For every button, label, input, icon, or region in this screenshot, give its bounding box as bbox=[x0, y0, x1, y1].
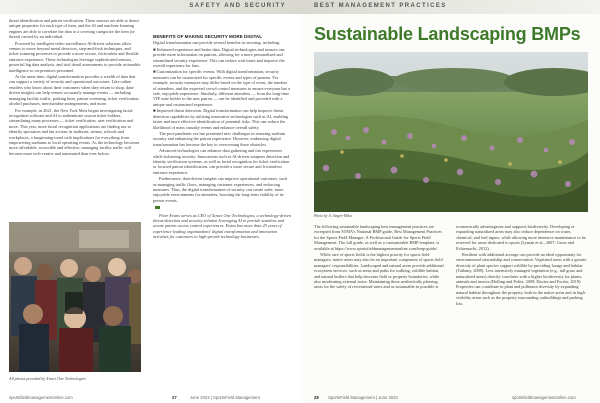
paragraph: Advanced technologies can enhance data gathering and fan experiences while bolstering security. Innovations such as AI-driven weapons detection and identity verification systems, as well as facial recognition for ticket verification or focused patron identification, can provide a more secure and frictionless entrance experience. bbox=[153, 148, 290, 175]
left-footer bbox=[0, 391, 300, 403]
left-header-bar bbox=[0, 0, 300, 14]
left-photo-caption: All photos provided by Xtract One Technologies bbox=[9, 376, 86, 381]
crowd-photo-image bbox=[9, 222, 141, 372]
right-header-bar bbox=[300, 0, 600, 14]
bullet-item: ■ Customization for specific events. With digital transformation, security measures can be customized for specific events and types of patrons. For example, security measures may differ based on the type of event, the number of attendees, and the expected crowd control measures to ensure everyone has a safe, enjoyable experience. Similarly, different attendees — from the long-time VIP suite holder to the new patron — can be identified and provided with a unique and customized experience. bbox=[153, 69, 291, 107]
paragraph: The following sustainable landscaping best management practices are excerpted from STMA's National BMP guide, Best Management Practices for the Sports Field Manager: A Professional Guide for Sports Field Management. The full guide, as well as a customizable BMP template, is available at https://www.sportsfieldmanagementonline.com/bmp-guide/. bbox=[314, 224, 442, 251]
section-heading: BENEFITS OF MAKING SECURITY MORE DIGITAL bbox=[153, 34, 263, 39]
right-footer bbox=[300, 391, 600, 403]
footer-website[interactable]: sportsfieldmanagementonline.com bbox=[9, 395, 73, 400]
article-title: Sustainable Landscaping BMPs bbox=[314, 24, 581, 44]
right-column-2 bbox=[456, 224, 588, 389]
left-column-2 bbox=[153, 34, 291, 374]
footer-issue: SportsField Management | June 2023 bbox=[328, 395, 398, 400]
page-number: 27 bbox=[172, 395, 177, 400]
paragraph: The post-pandemic era has presented new challenges in ensuring stadium security and enhancing the patron experience. However, embracing digital transformation has become the key to overcoming these obstacles. bbox=[153, 130, 286, 147]
paragraph: Resilient with additional acreage can provide an ideal opportunity for environmental stewardship and conservation. Vegetated areas with a greater diversity of plant species support wildlife by providing forage and habitat (Tallamy, 2009). Less intensively managed vegetation (e.g., tall grass and naturalized areas) directly correlates with a higher biodiversity for plants, animals and insects (Holling and Politz, 2009; Davies and Fortier, 2019). Properties can contribute to plant and pollinator diversity by expanding natural habitat throughout the property, both in the native areas and in high-visibility areas such as the property surrounding outbuildings and parking lots. bbox=[456, 252, 587, 306]
bullet-item: ■ Enhanced experience and better data. Digital technologies and sensors can provide more information on patrons, allowing for a more personalized and streamlined security experience. This can reduce wait times and improve the overall experience for fans. bbox=[153, 46, 285, 69]
paragraph: For example, in 2021, the New York Mets began investigating facial recognition software and AI to authenticate season ticket holders, streamlining many processes — ticket verification, user verification and more. This year, more facial recognition applications are finding use to identify spectators and fan actions in stadiums, arenas, schools and workplaces, a burgeoning trend with implications for everything from empowering stadiums to local operating events. As the technology becomes more affordable, accessible and effective, managing facility traffic will become more tech-centric and automated than ever before. bbox=[9, 107, 140, 156]
right-section-header: BEST MANAGEMENT PRACTICES bbox=[314, 3, 447, 9]
paragraph: economically advantageous and supports biodiversity. Developing or expanding naturalized areas may also reduce dependence on water, chemical, and fuel inputs, while allowing more intensive maintenance to be reserved for areas dedicated to sports (Lyman et al., 2007; Gross and Echternacht, 2012). bbox=[456, 224, 586, 251]
landscape-photo-image bbox=[314, 52, 588, 212]
bullet-item: ■ Improved threat detection. Digital transformation can help improve threat detection capabilities by utilizing innovative technologies such as AI, enabling faster and more effective identification of potential risks. This can reduce the likelihood of mass casualty events and enhance overall safety. bbox=[153, 108, 289, 130]
author-bio: Peter Evans serves as CEO of Xtract One Technologies, a technology-driven threat-detection and security solution leveraging AI to provide seamless and secure patron access control experiences. Evans has more than 25 years of experience leading organizations' digital transformation and innovation activities for customers in high-growth technology businesses. bbox=[153, 212, 291, 240]
paragraph: Furthermore, data-driven insights can improve operational outcomes, such as managing traffic flows, managing customer experiences, and enforcing measures. Thus, the digital transformation of security can create safer, more enjoyable environments for attendees, boosting the long-term viability of in-person events. bbox=[153, 176, 288, 203]
paragraph: Digital transformation can provide several benefits in securing, including: bbox=[153, 40, 281, 46]
paragraph: At the same time, digital transformation provides a wealth of data that can support a variety of security and operational outcomes. Like online retailers who know about their customers when they return to shop, data-driven insights can help venues accurately manage events — including managing facility traffic, parking lines, patron screening, ticket verification, alcohol purchases, merchandise arrangements, and more. bbox=[9, 74, 140, 107]
right-page bbox=[300, 0, 600, 403]
crowd-photo bbox=[9, 222, 141, 372]
footer-website[interactable]: sportsfieldmanagementonline.com bbox=[512, 395, 576, 400]
right-column-1 bbox=[314, 224, 446, 389]
end-of-article-mark bbox=[155, 206, 160, 209]
left-column-1 bbox=[9, 18, 141, 218]
paragraph: Powered by intelligent video surveillance AI-driven solutions allow venues to move beyond metal detectors, step-and-frisk techniques, and ticket scanning processes to provide a more secure, frictionless and flexible entrance experience. These technologies leverage sophisticated sensors, powerful big data analysis, and trial detail assessments to provide actionable intelligence to on-premises personnel. bbox=[9, 40, 141, 73]
footer-issue: June 2023 | SportsField Management bbox=[190, 395, 260, 400]
page-number: 28 bbox=[314, 395, 319, 400]
photo-credit: Photo by A. Singer-Miles bbox=[314, 214, 353, 218]
paragraph: While care of sports fields is the highest priority for sports field managers, native areas may also be an important component of sports field managers' responsibilities. Landscaped and natural areas provide additional ecosystem services, such as areas and paths for walking, wildlife habitat, and natural buffers that help decrease field or property boundaries, while also moderating external noise. Maintaining these aesthetically pleasing areas for the safety of recreational users and as sustainable as possible is bbox=[314, 252, 444, 290]
paragraph: threat identification and patron verification. These sensors are able to detect unique properties for each type of item, and the AI and machine learning engines are able to correlate the data to a coveting categorize the item (or threat) carried by an individual. bbox=[9, 18, 140, 40]
left-section-header: SAFETY AND SECURITY bbox=[189, 3, 286, 9]
landscape-photo bbox=[314, 52, 588, 212]
